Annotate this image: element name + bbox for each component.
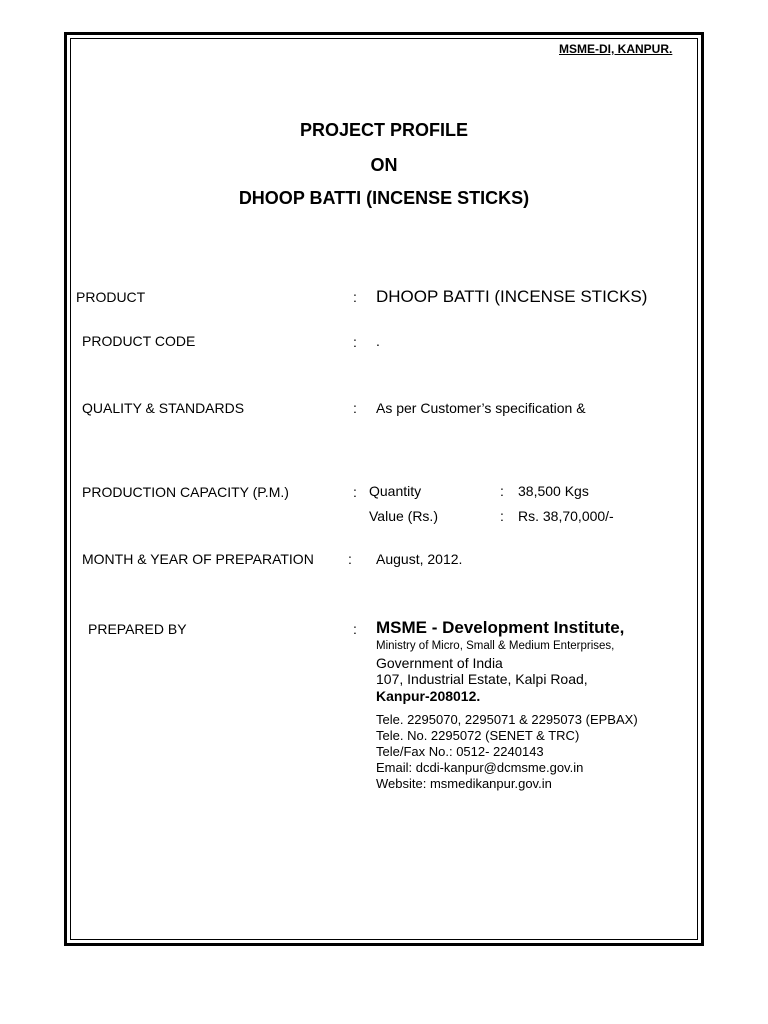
product-colon: :: [353, 289, 357, 305]
capacity-quantity-value: 38,500 Kgs: [518, 483, 589, 499]
quality-colon: :: [353, 400, 357, 416]
capacity-label: PRODUCTION CAPACITY (P.M.): [82, 484, 289, 500]
header-org: MSME-DI, KANPUR.: [559, 42, 673, 56]
website-line: Website: msmedikanpur.gov.in: [376, 776, 552, 791]
capacity-quantity-colon: :: [500, 483, 504, 499]
product-code-value: .: [376, 333, 380, 349]
quality-label: QUALITY & STANDARDS: [82, 400, 245, 416]
title-line-3: DHOOP BATTI (INCENSE STICKS): [238, 188, 530, 208]
email-line: Email: dcdi-kanpur@dcmsme.gov.in: [376, 760, 584, 775]
capacity-colon: :: [353, 484, 357, 500]
month-year-value: August, 2012.: [376, 551, 463, 567]
title-line-2: ON: [370, 155, 398, 175]
month-year-colon: :: [348, 551, 352, 567]
tele-line-1: Tele. 2295070, 2295071 & 2295073 (EPBAX): [376, 712, 638, 727]
tele-line-2: Tele. No. 2295072 (SENET & TRC): [376, 728, 580, 743]
government-name: Government of India: [376, 655, 503, 671]
capacity-quantity-label: Quantity: [369, 483, 422, 499]
city-line: Kanpur-208012.: [376, 688, 481, 704]
month-year-label: MONTH & YEAR OF PREPARATION: [82, 551, 314, 567]
capacity-value-colon: :: [500, 508, 504, 524]
title-line-1: PROJECT PROFILE: [299, 120, 469, 140]
capacity-value-label: Value (Rs.): [369, 508, 438, 524]
product-code-colon: :: [353, 334, 357, 350]
prepared-by-colon: :: [353, 621, 357, 637]
prepared-by-label: PREPARED BY: [88, 621, 187, 637]
product-code-label: PRODUCT CODE: [82, 333, 196, 349]
ministry-name: Ministry of Micro, Small & Medium Enterprises,: [376, 640, 615, 652]
institute-name: MSME - Development Institute,: [376, 618, 625, 637]
product-label: PRODUCT: [76, 289, 146, 305]
capacity-value-value: Rs. 38,70,000/-: [518, 508, 614, 524]
address-line: 107, Industrial Estate, Kalpi Road,: [376, 671, 588, 687]
quality-value: As per Customer’s specification &: [376, 400, 586, 416]
fax-line: Tele/Fax No.: 0512- 2240143: [376, 744, 544, 759]
product-value: DHOOP BATTI (INCENSE STICKS): [376, 287, 648, 306]
